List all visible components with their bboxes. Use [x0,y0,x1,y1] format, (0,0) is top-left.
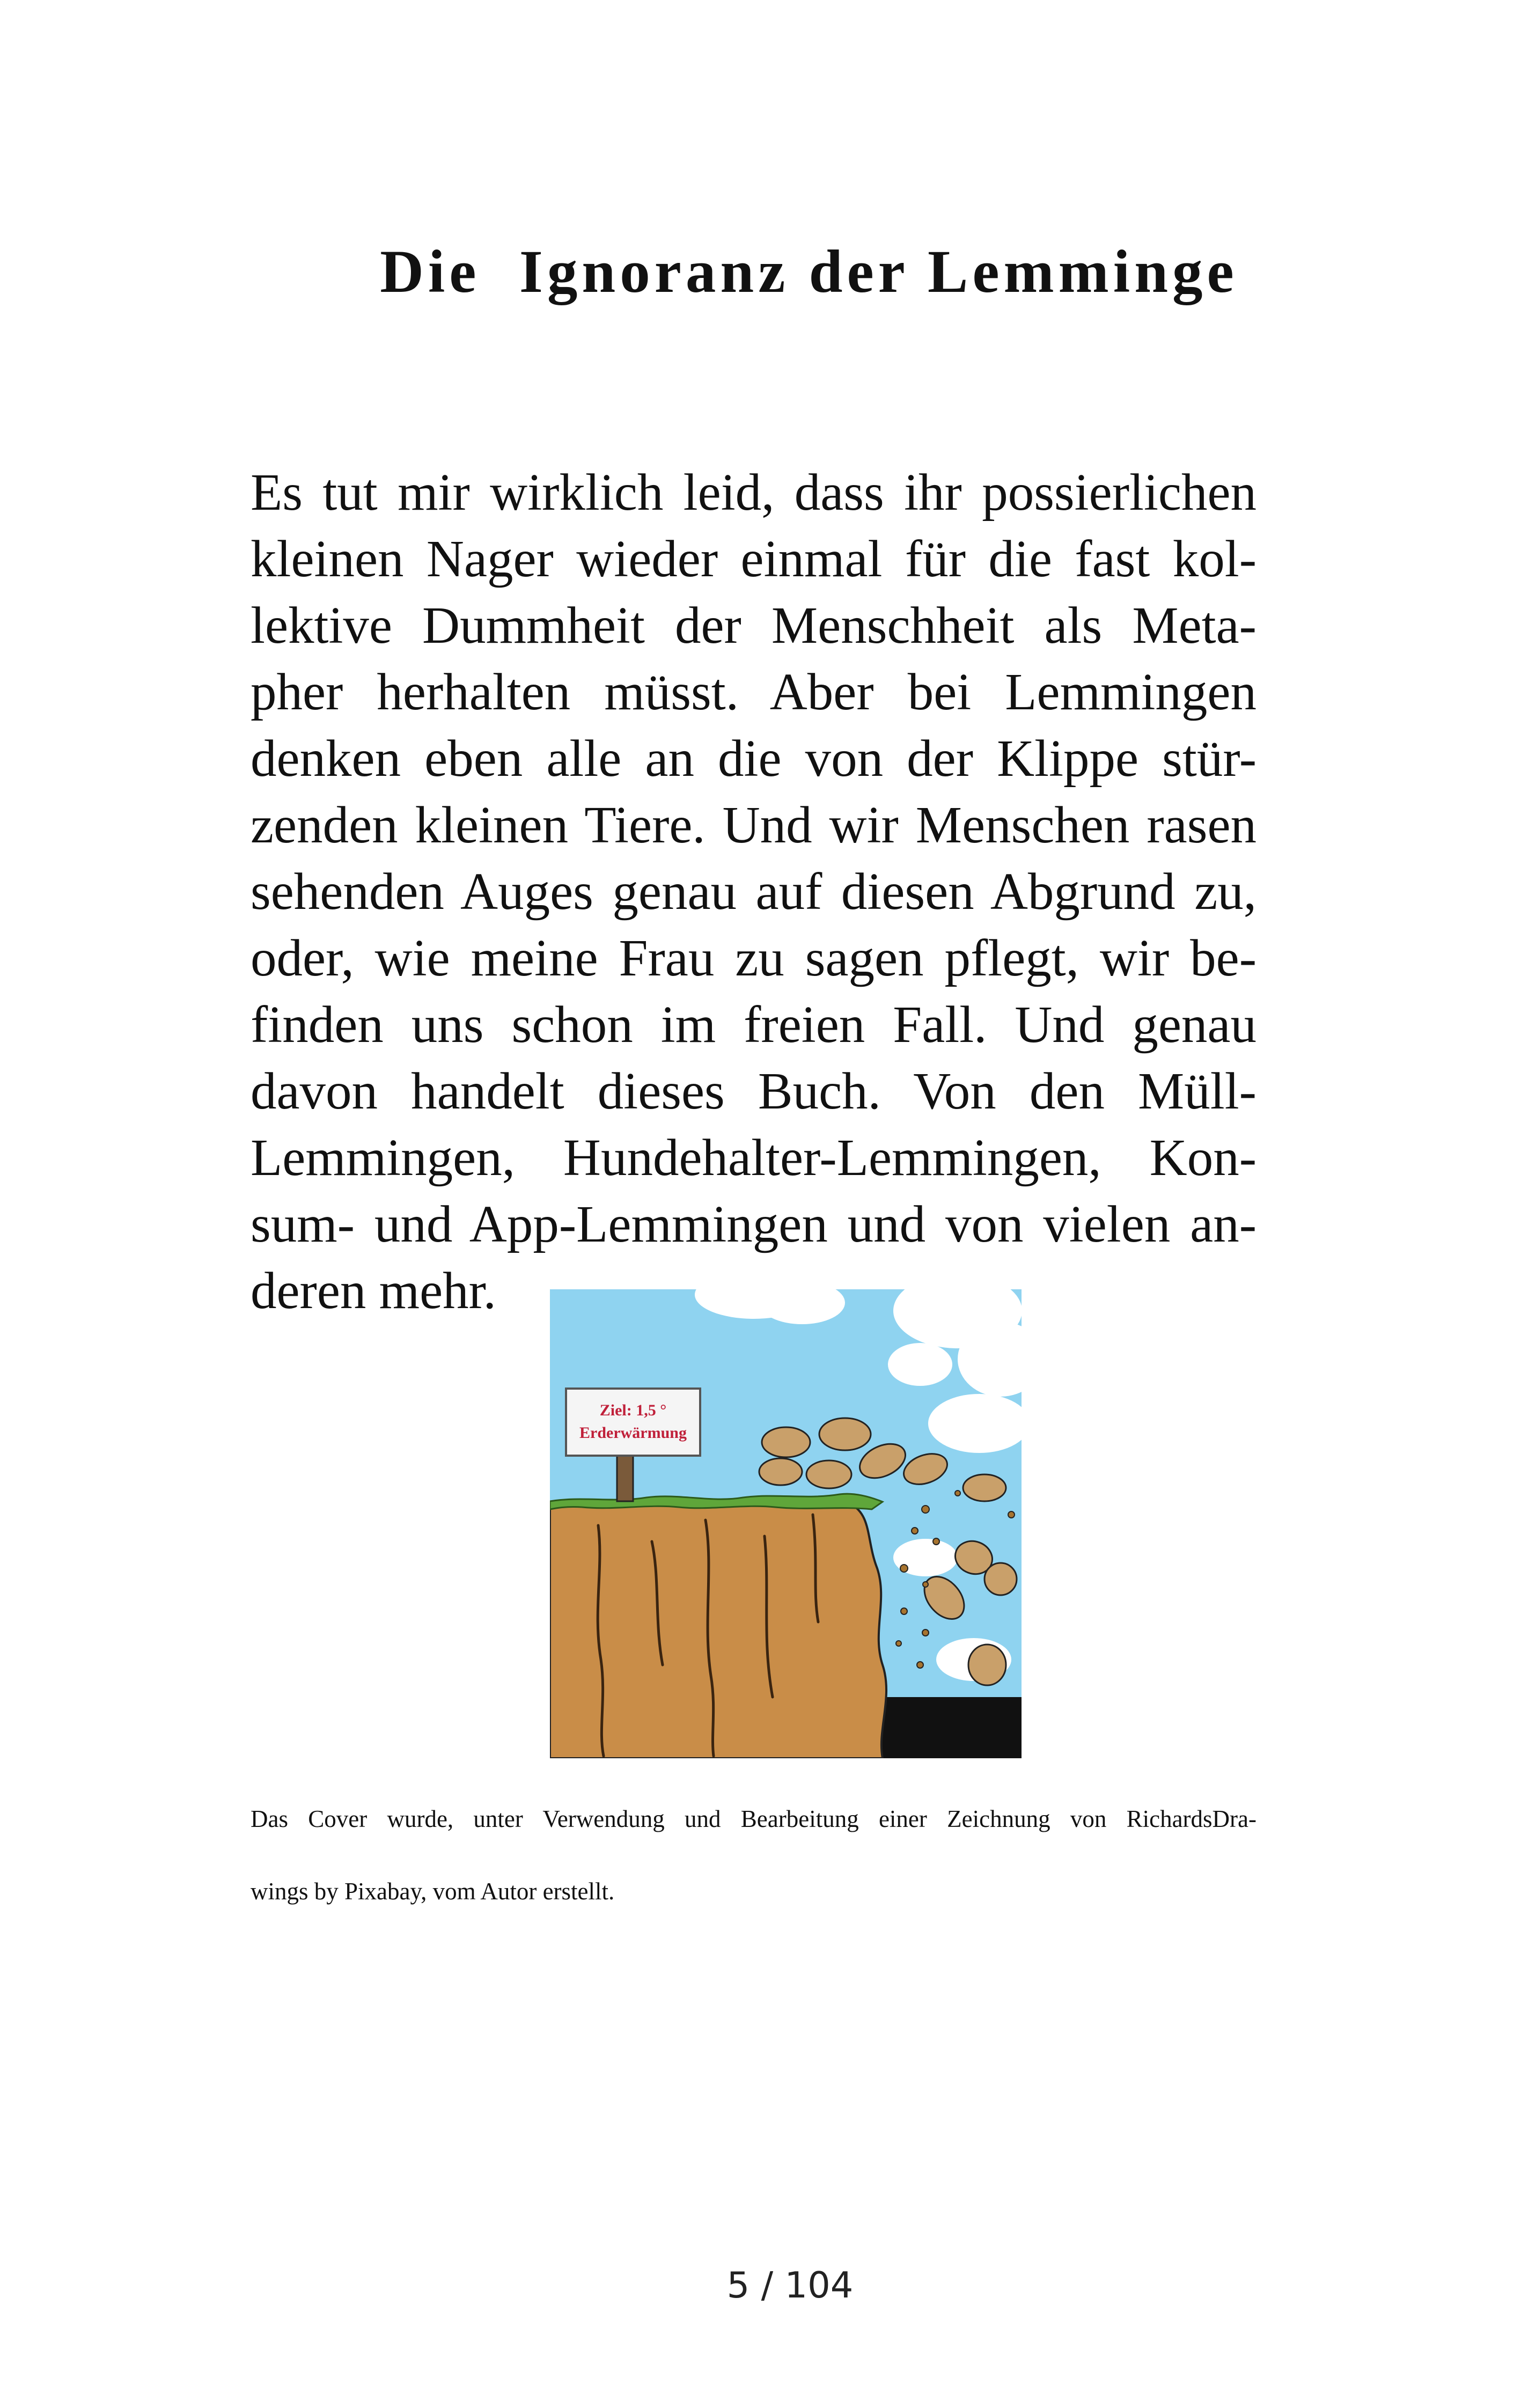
body-line: davon handelt dieses Buch. Von den Müll- [251,1062,1257,1120]
lemming [806,1460,851,1488]
body-line: deren mehr. [251,1262,496,1319]
lemming [984,1563,1017,1595]
body-text [251,459,1257,1324]
lemming [762,1427,810,1457]
lemming [759,1458,802,1485]
lemming [968,1645,1006,1685]
body-line: lektive Dummheit der Menschheit als Meta- [251,597,1257,654]
body-line: sehenden Auges genau auf diesen Abgrund zu, [251,863,1257,920]
body-line: sum- und App-Lemmingen und von vielen an- [251,1195,1257,1253]
caption-line: wings by Pixabay, vom Autor erstellt. [251,1878,615,1905]
body-line: Es tut mir wirklich leid, dass ihr possierlichen [251,464,1257,521]
sign-text-line1: Ziel: 1,5 ° [599,1401,667,1419]
sign-post [617,1456,633,1501]
body-line: oder, wie meine Frau zu sagen pflegt, wir be- [251,929,1257,987]
sign-board [566,1389,700,1456]
body-line: kleinen Nager wieder einmal für die fast kol- [251,530,1257,588]
lemming [819,1418,871,1450]
caption-line: Das Cover wurde, unter Verwendung und Bearbeitung einer Zeichnung von RichardsDra- [251,1805,1257,1832]
cover-credit-caption [251,1795,1257,1940]
page-number: 5 / 104 [726,2264,854,2306]
body-line: zenden kleinen Tiere. Und wir Menschen rasen [251,796,1257,854]
body-line: Lemmingen, Hundehalter-Lemmingen, Kon- [251,1129,1257,1186]
cover-illustration [550,1289,1022,1758]
body-line: denken eben alle an die von der Klippe stür- [251,730,1257,787]
page-title: Die Ignoranz der Lemminge [380,238,1238,305]
lemming [963,1474,1006,1501]
sign-text-line2: Erderwärmung [579,1424,687,1442]
body-line: pher herhalten müsst. Aber bei Lemmingen [251,663,1257,721]
body-line: finden uns schon im freien Fall. Und genau [251,996,1257,1053]
